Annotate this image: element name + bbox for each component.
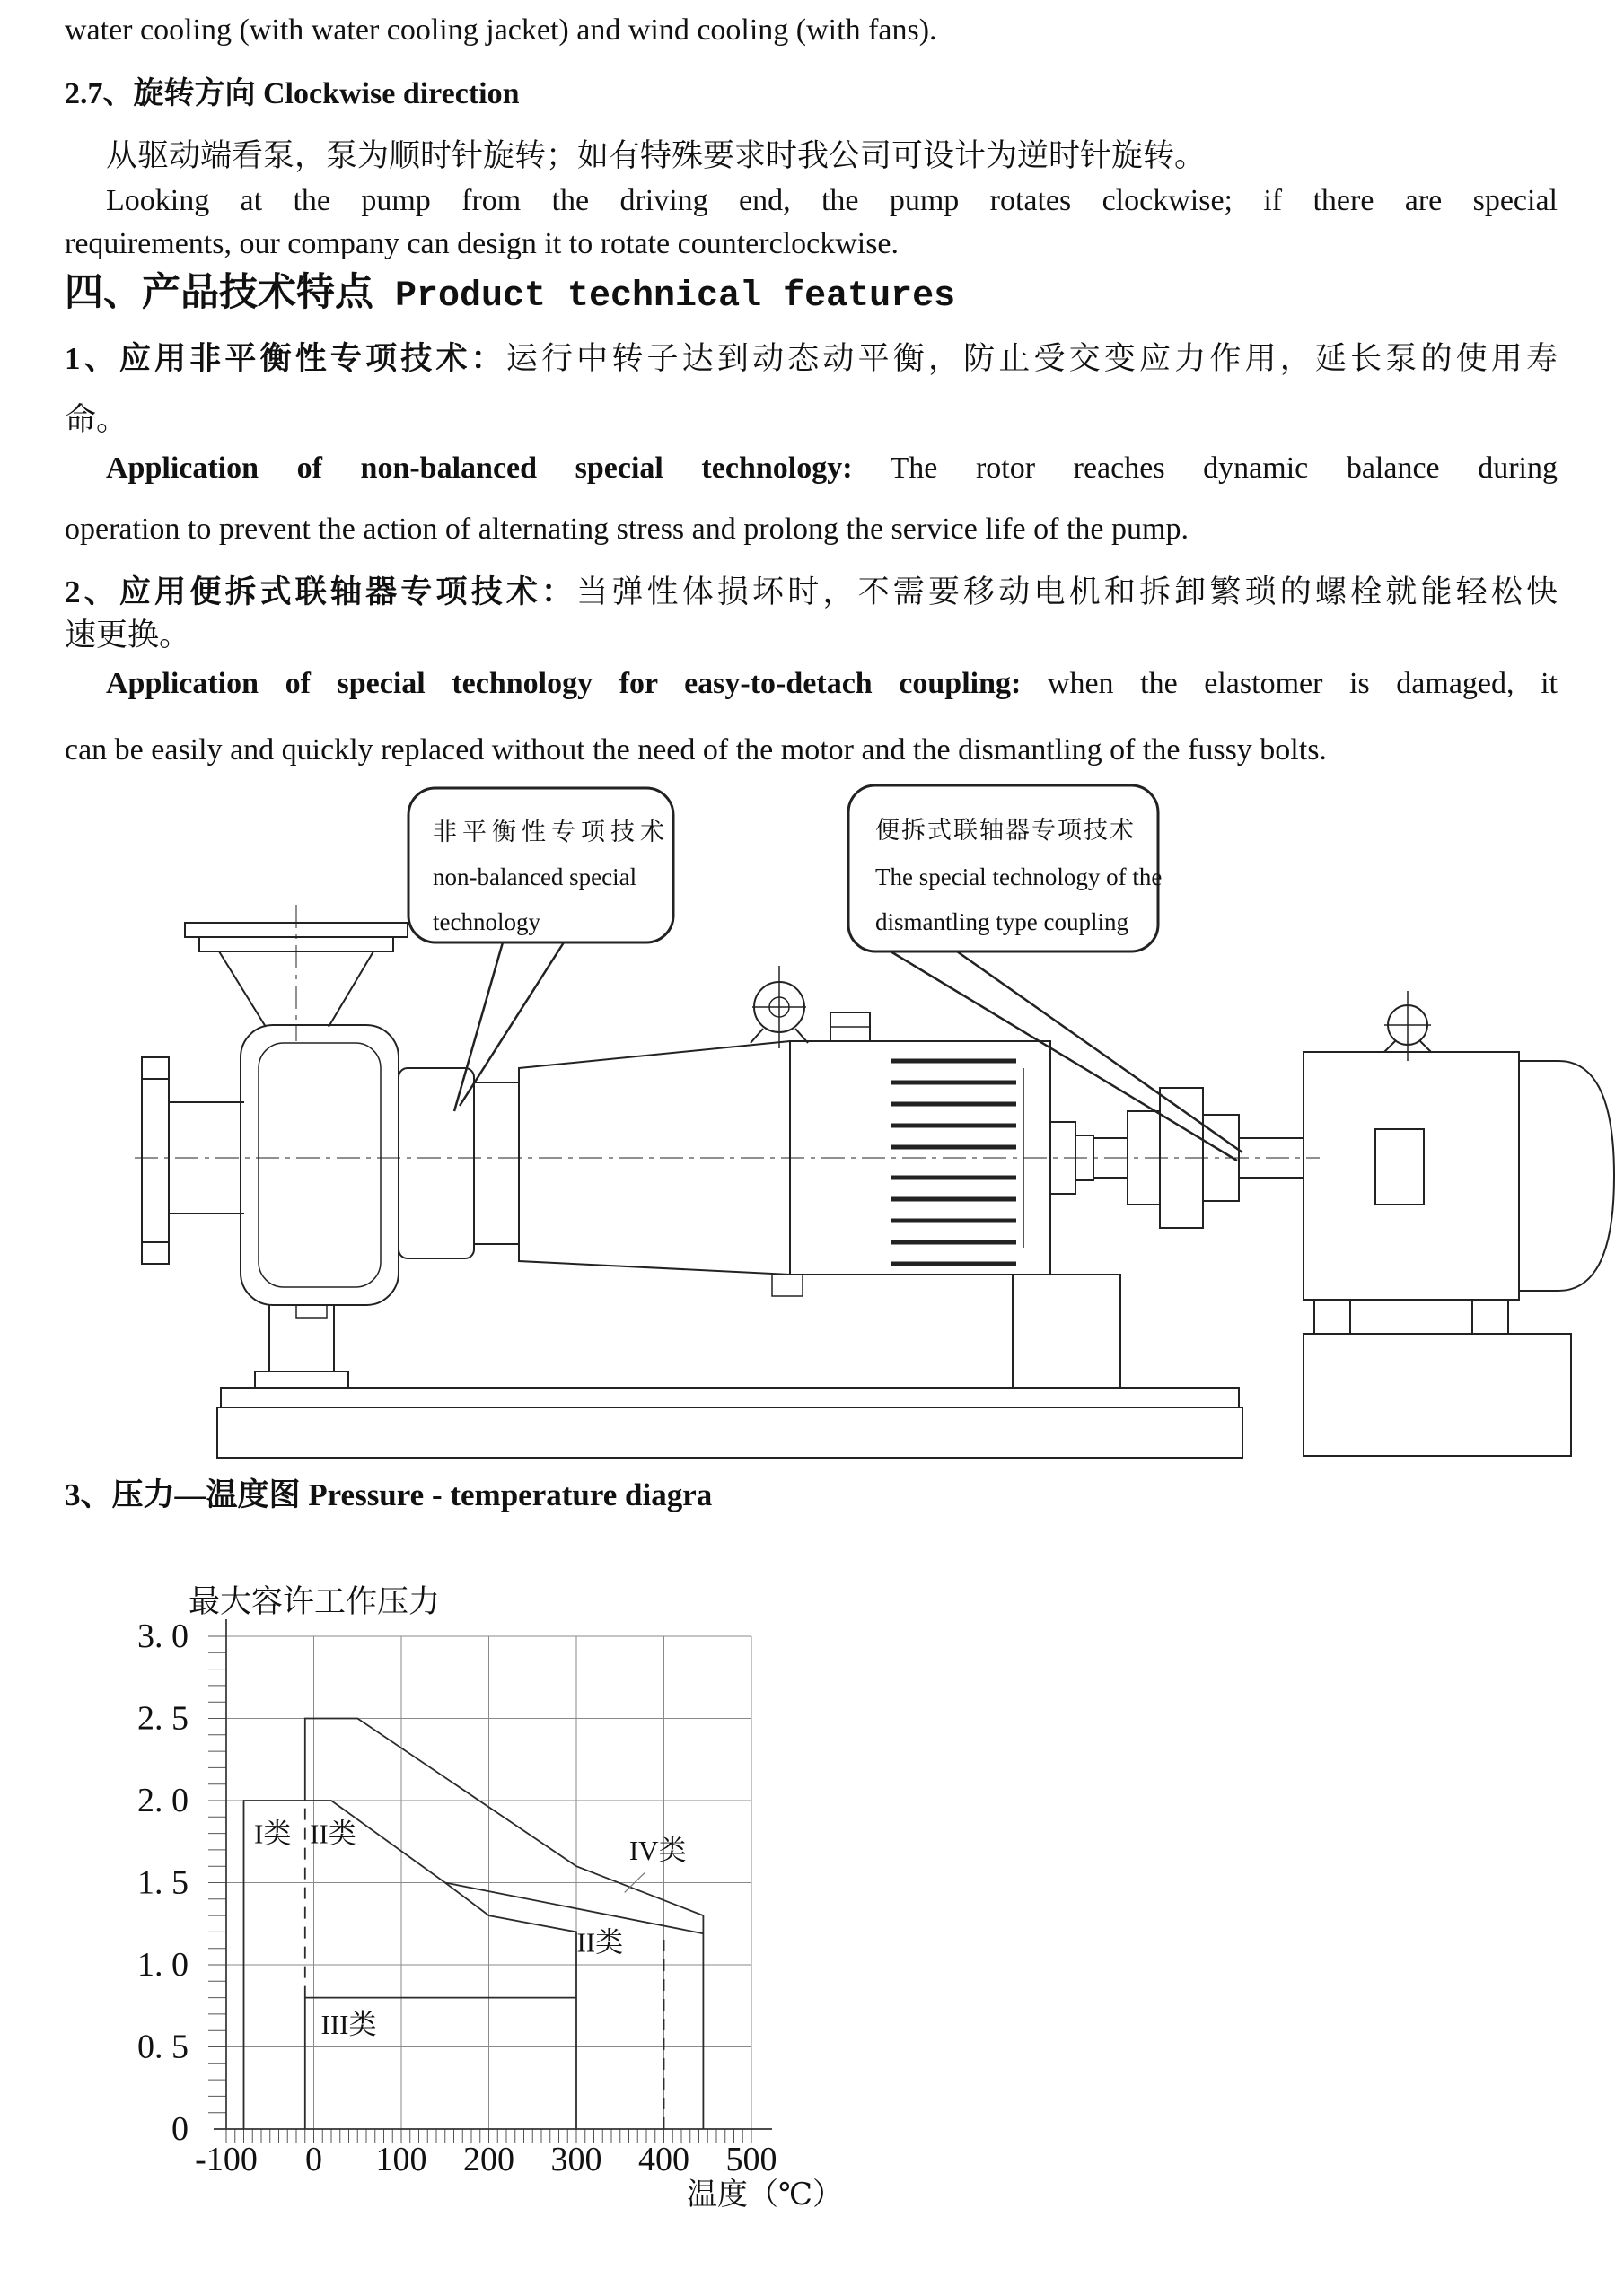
feature-2-cn-lead: 2、应用便拆式联轴器专项技术： — [65, 574, 577, 609]
callout-right-line1: 便拆式联轴器专项技术 — [875, 817, 1136, 844]
x-tick-label: 100 — [375, 2141, 427, 2178]
lantern-ring — [474, 1082, 519, 1244]
y-tick-label: 0 — [171, 2110, 189, 2148]
oil-drain-plug — [772, 1275, 803, 1296]
feature-2-cn-rest: 当弹性体损坏时，不需要移动电机和拆卸繁琐的螺栓就能轻松快 — [576, 574, 1558, 609]
y-tick-label: 3. 0 — [137, 1617, 189, 1655]
feature-1-cn-rest: 运行中转子达到动态动平衡，防止受交变应力作用，延长泵的使用寿 — [505, 341, 1558, 376]
paragraph-cn-rotation: 从驱动端看泵，泵为顺时针旋转；如有特殊要求时我公司可设计为逆时针旋转。 — [106, 138, 1207, 173]
casing-foot-legs — [269, 1305, 334, 1371]
region-label: I类 — [254, 1818, 292, 1850]
pump-assembly-drawing — [0, 772, 1624, 1490]
motor-body — [1304, 1052, 1519, 1300]
casing-foot — [255, 1371, 348, 1388]
y-tick-label: 0. 5 — [137, 2028, 189, 2066]
feature-1-en-rest: The rotor reaches dynamic balance during — [852, 451, 1558, 485]
callout-left-line1: 非平衡性专项技术 — [433, 819, 670, 846]
x-tick-label: 0 — [305, 2141, 322, 2178]
x-tick-label: -100 — [195, 2141, 258, 2178]
motor-end-cap — [1519, 1061, 1614, 1291]
baseplate-top-flange — [221, 1388, 1239, 1407]
x-tick-label: 400 — [638, 2141, 689, 2178]
feature-1-cn-lead: 1、应用非平衡性专项技术： — [65, 341, 506, 376]
heading-section-4 — [65, 262, 955, 317]
region-label: IV类 — [628, 1834, 687, 1866]
baseplate — [217, 1407, 1242, 1458]
callout-right-line3: dismantling type coupling — [875, 908, 1128, 935]
feature-1-en-line1 — [106, 451, 1558, 487]
region-label: II类 — [310, 1818, 356, 1850]
leader-line-left — [454, 942, 564, 1111]
feature-1-en-lead: Application of non-balanced special technology: — [106, 451, 853, 485]
feature-1-cn-line1 — [65, 334, 1558, 379]
pump-casing — [241, 1025, 399, 1305]
region-label: II类 — [576, 1926, 624, 1959]
suction-flange — [142, 1057, 169, 1264]
y-tick-label: 1. 0 — [137, 1946, 189, 1984]
x-tick-label: 300 — [550, 2141, 602, 2178]
feature-2-en-line2: can be easily and quickly replaced without the need of the motor and the dismantling of the fussy bolts. — [65, 733, 1327, 767]
feature-2-cn-line1 — [65, 567, 1558, 612]
bearing-pedestal — [1013, 1275, 1120, 1388]
feature-2-en-line1 — [106, 666, 1558, 703]
motor-base-block — [1304, 1334, 1571, 1456]
y-tick-label: 2. 5 — [137, 1699, 189, 1738]
feature-2-en-rest: when the elastomer is damaged, it — [1021, 667, 1558, 700]
y-tick-label: 1. 5 — [137, 1863, 189, 1902]
pressure-temperature-chart — [54, 1571, 880, 2280]
cooling-fins — [891, 1061, 1016, 1264]
y-tick-label: 2. 0 — [137, 1782, 189, 1819]
series-class-II-right-boundary — [445, 1883, 576, 2130]
paragraph-en-rotation-line2: requirements, our company can design it to rotate counterclockwise. — [65, 227, 900, 260]
chart-title: 最大容许工作压力 — [189, 1584, 441, 1619]
feature-2-en-lead: Application of special technology for easy-to-detach coupling: — [106, 667, 1022, 700]
motor-eyebolt-icon — [1384, 991, 1431, 1061]
heading-section-4-cn: 四、产品技术特点 — [65, 272, 373, 314]
series-class-IV-lower-boundary — [445, 1883, 704, 1934]
feature-2-cn-line2: 速更换。 — [65, 618, 191, 653]
feature-1-cn-line2: 命。 — [65, 402, 128, 437]
eyebolt-icon — [751, 966, 808, 1048]
region-label: III类 — [320, 2008, 377, 2040]
heading-section-4-en: Product technical features — [373, 276, 956, 317]
pump-casing-inner — [259, 1043, 381, 1287]
series-class-II-upper-boundary — [305, 1719, 704, 2130]
callout-right-line2: The special technology of the — [875, 863, 1163, 890]
suction-flange-bolts — [142, 1079, 169, 1242]
motor-foot-front — [1314, 1300, 1350, 1334]
paragraph-en-rotation-line1: Looking at the pump from the driving end, the pump rotates clockwise; if there are special — [106, 184, 1558, 217]
x-tick-label: 500 — [725, 2141, 777, 2178]
callout-left-line2: non-balanced special — [433, 863, 637, 890]
x-axis-label: 温度（℃） — [687, 2178, 844, 2212]
callout-left-line3: technology — [433, 908, 540, 935]
x-tick-label: 200 — [463, 2141, 514, 2178]
heading-2-7: 2.7、旋转方向 Clockwise direction — [65, 77, 520, 110]
seal-housing — [399, 1068, 474, 1258]
motor-foot-rear — [1472, 1300, 1508, 1334]
feature-1-en-line2: operation to prevent the action of alternating stress and prolong the service life of the pump. — [65, 513, 1189, 546]
leader-line-right — [891, 951, 1242, 1161]
paragraph-water-cooling: water cooling (with water cooling jacket) and wind cooling (with fans). — [65, 13, 937, 47]
heading-section-3: 3、压力—温度图 Pressure - temperature diagra — [65, 1477, 713, 1512]
motor-terminal-box — [1375, 1129, 1424, 1205]
casing-drain-plug — [296, 1305, 327, 1318]
